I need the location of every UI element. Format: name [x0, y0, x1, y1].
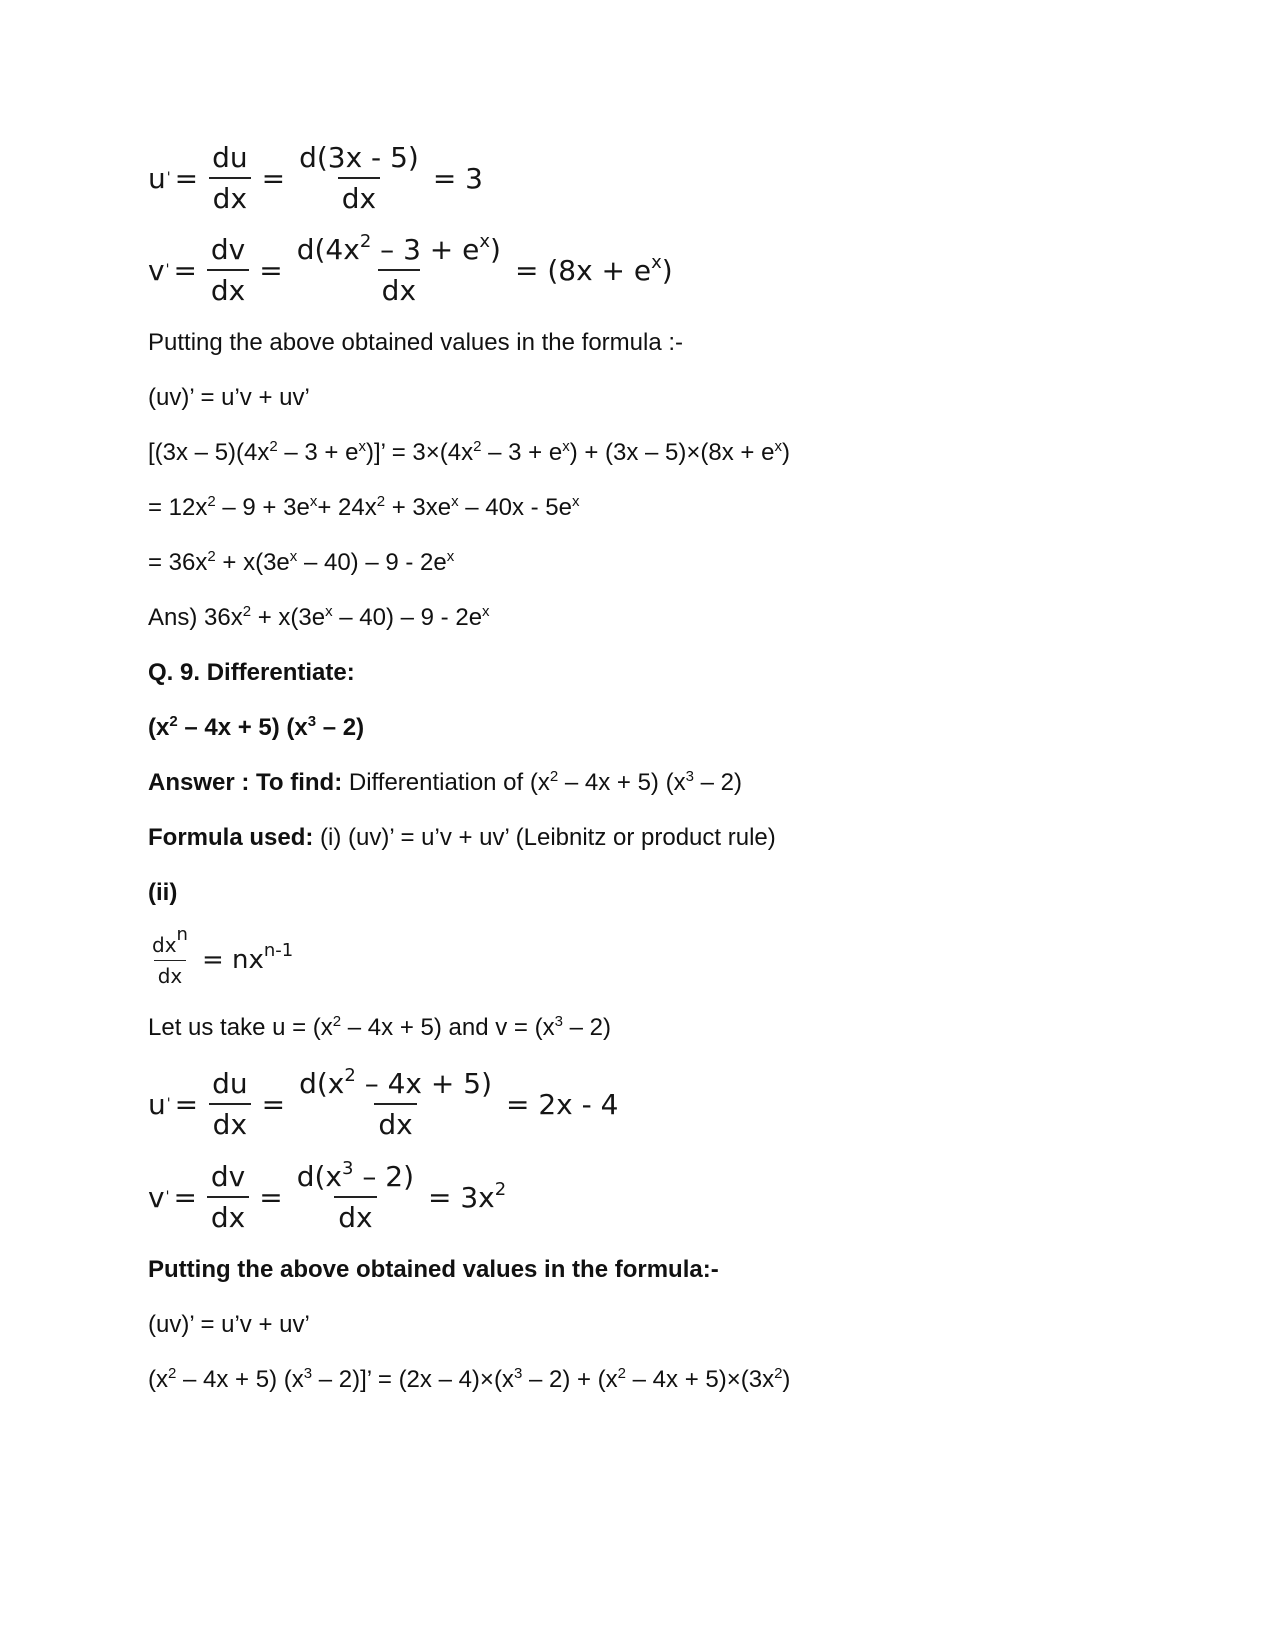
fraction-dv-dx — [207, 233, 249, 307]
formula-used: Formula used: (i) (uv)’ = u’v + uv’ (Leibnitz or product rule) — [148, 824, 776, 851]
fraction-numerator: $d(x^2 - 4x + 5)$ — [299, 1065, 492, 1100]
text-line: = $36x^2 + x(3e^x - 40) - 9 - 2e^x$ — [148, 548, 455, 576]
eq-result: = 3 — [432, 161, 483, 195]
fraction-denominator: dx — [378, 269, 420, 307]
fraction-numerator: dv — [210, 1160, 246, 1193]
fraction-denominator: dx — [209, 177, 251, 215]
answer-line: Ans) $36x^2 + x(3e^x - 40) - 9 - 2e^x$ — [148, 603, 490, 631]
fraction-denominator: dx — [338, 177, 380, 215]
fraction-numerator: dv — [210, 233, 246, 266]
fraction-denominator: dx — [374, 1103, 416, 1141]
text-line: Putting the above obtained values in the formula :- — [148, 329, 684, 356]
fraction-denominator: dx — [209, 1103, 251, 1141]
eq-result: = $nx^{n-1}$ — [201, 940, 294, 975]
text-line: (uv)’ = u’v + uv’ — [148, 1311, 310, 1338]
equation-v-prime-2: v ' = $\frac{dv}{dx}$ = $\frac{d(x^3 - 2)}{dx}$ = $3x^2$ — [148, 1158, 507, 1234]
formula-ii-label: (ii) — [148, 879, 178, 906]
text-line: $[(3x - 5)(4x^2 - 3 + e^x)]$’ = $3\times(4x^2 - 3 + e^x) + (3x - 5)\times(8x + e^x)$ — [148, 438, 790, 466]
text-line: Let us take $u = (x^2 - 4x + 5)$ and $v = (x^3 - 2)$ — [148, 1013, 611, 1041]
section-heading: Putting the above obtained values in the formula:- — [148, 1256, 719, 1283]
equation-v-prime: v ' = $\frac{dv}{dx}$ = $\frac{d(4x^2 - 3 + e^x)}{dx}$ = $(8x + e^x)$ — [148, 231, 673, 307]
text-line: (uv)’ = u’v + uv’ — [148, 384, 310, 411]
question-expression: $(x^2 - 4x + 5)$ $(x^3 - 2)$ — [148, 713, 365, 741]
fraction-numerator: du — [212, 141, 248, 174]
eq-result: = 2x - 4 — [506, 1087, 619, 1121]
equation-power-rule — [148, 925, 297, 995]
eq-lhs: u — [148, 161, 166, 195]
text-line: $(x^2 - 4x + 5)$ $(x^3 - 2)$]’ = $(2x - 4)\times(x^3 - 2) + (x^2 - 4x + 5)\times(3x^2)$ — [148, 1365, 791, 1393]
question-heading: Q. 9. Differentiate: — [148, 659, 355, 686]
equation-u-prime-2: u ' = $\frac{du}{dx}$ = $\frac{d(x^2 - 4x + 5)}{dx}$ = 2x - 4 — [148, 1065, 619, 1141]
fraction-denominator: dx — [334, 1196, 376, 1234]
eq-lhs: u — [148, 1087, 166, 1121]
fraction-derivative — [295, 1067, 496, 1141]
fraction-dv-dx — [207, 1160, 249, 1234]
eq-lhs: v — [148, 1180, 165, 1214]
fraction-du-dx — [208, 1067, 252, 1141]
fraction-dxn-dx — [148, 923, 192, 988]
fraction-derivative — [295, 141, 423, 215]
fraction-numerator: $d(x^3 - 2)$ — [296, 1158, 414, 1193]
eq-result: = $3x^2$ — [428, 1178, 507, 1214]
text-line: = $12x^2 - 9 + 3e^x+ 24x^2 + 3xe^x - 40x - 5e^x$ — [148, 493, 580, 521]
fraction-denominator: dx — [207, 269, 249, 307]
fraction-numerator: $dx^n$ — [152, 923, 188, 957]
eq-lhs: v — [148, 253, 165, 287]
fraction-denominator: dx — [154, 960, 187, 988]
eq-result: = $(8x + e^x)$ — [514, 251, 673, 287]
answer-to-find: Answer : To find: Differentiation of $(x^2 - 4x + 5)$ $(x^3 - 2)$ — [148, 768, 742, 796]
fraction-numerator: du — [212, 1067, 248, 1100]
fraction-numerator: $d(4x^2 - 3 + e^x)$ — [296, 231, 501, 266]
fraction-numerator: d(3x - 5) — [299, 141, 419, 174]
fraction-derivative — [293, 233, 505, 307]
fraction-denominator: dx — [207, 1196, 249, 1234]
fraction-derivative — [293, 1160, 418, 1234]
fraction-du-dx — [208, 141, 252, 215]
equation-u-prime: u ' = $\frac{du}{dx}$ = $\frac{d(3x - 5)}{dx}$ = 3 — [148, 141, 483, 215]
